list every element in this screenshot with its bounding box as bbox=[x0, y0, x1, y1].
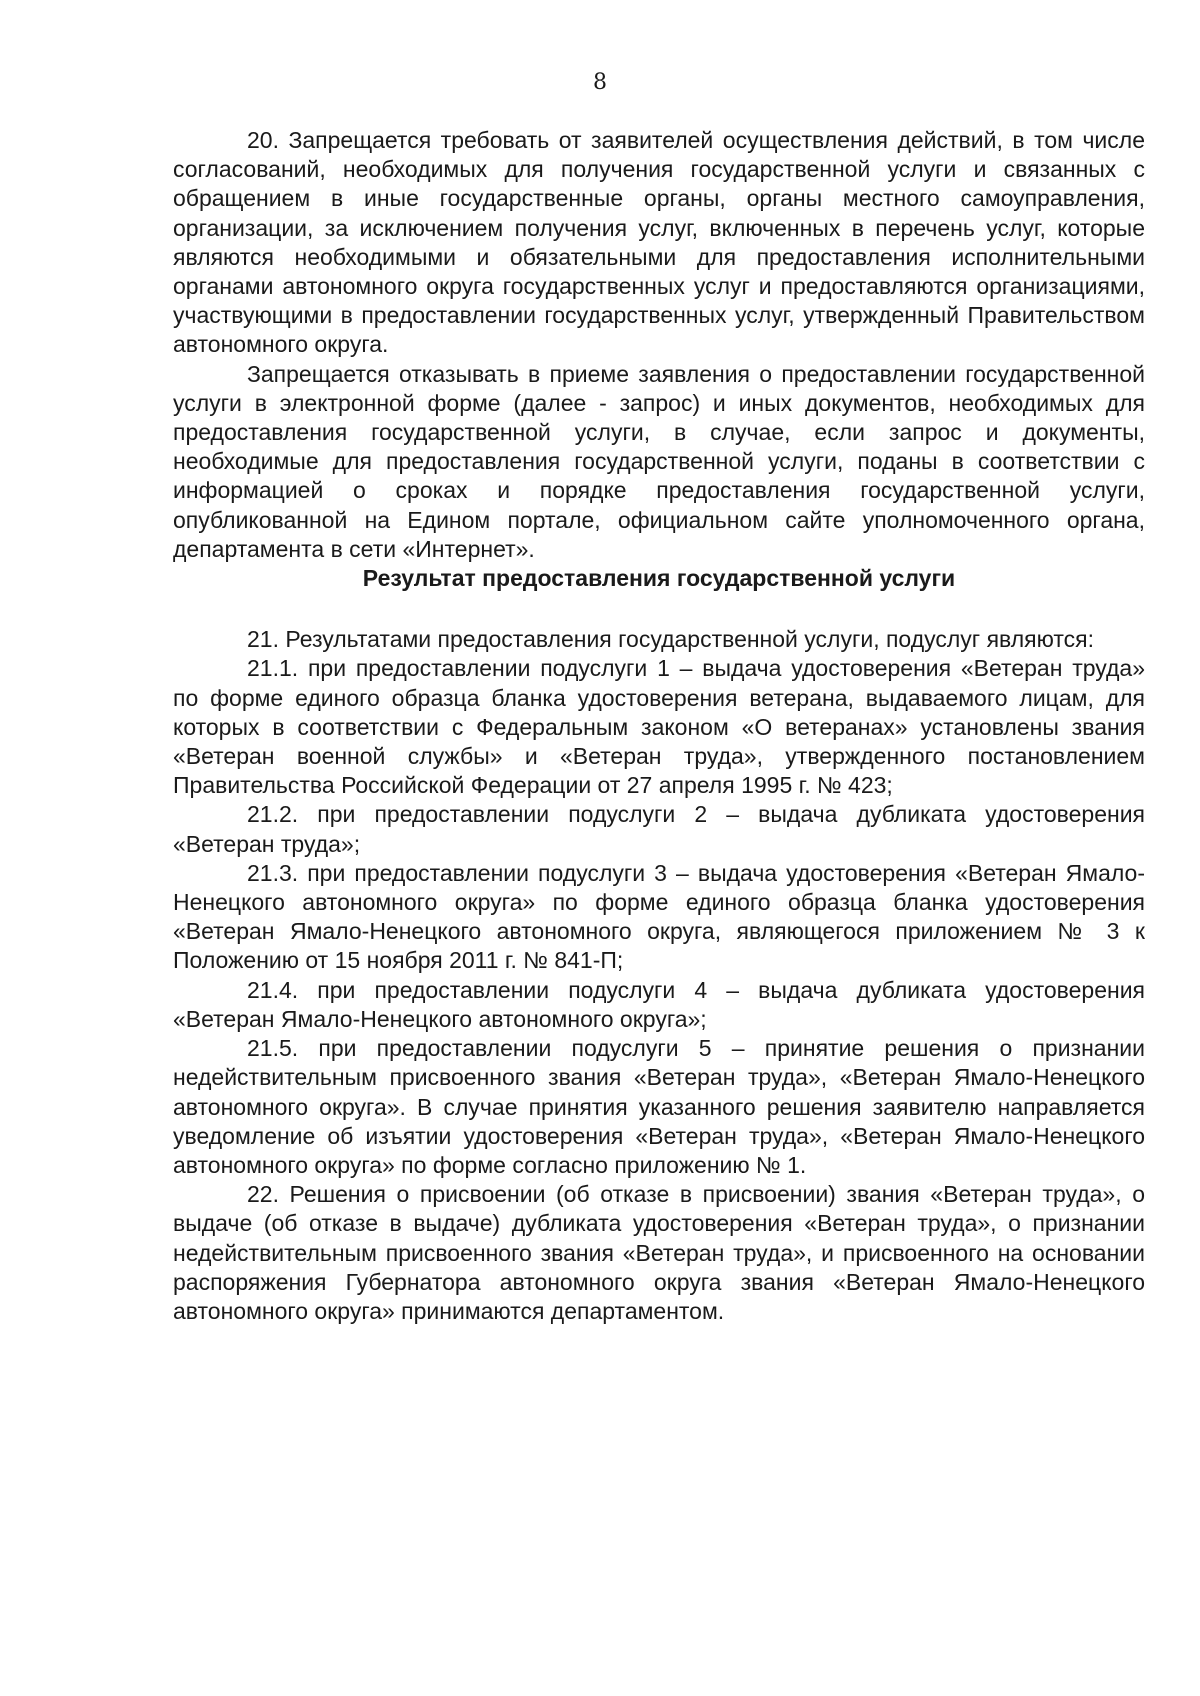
paragraph-20: 20. Запрещается требовать от заявителей осуществления действий, в том числе согласований, необходимых для получения государственной услуги и связанных с обращением в иные государственные органы, органы местного самоуправления, организации, за исключением получения услуг, включенных в перечень услуг, которые являются необходимыми и обязательными для предоставления исполнительными органами автономного округа государственных услуг и предоставляются организациями, участвующими в предоставлении государственных услуг, утвержденный Правительством автономного округа. bbox=[173, 127, 1145, 358]
paragraph-20-refusal: Запрещается отказывать в приеме заявления о предоставлении государственной услуги в электронной форме (далее - запрос) и иных документов, необходимых для предоставления государственной услуги, в случае, если запрос и документы, необходимые для предоставления государственной услуги, поданы в соответствии с информацией о сроках и порядке предоставления государственной услуги, опубликованной на Едином портале, официальном сайте уполномоченного органа, департамента в сети «Интернет». bbox=[173, 360, 1145, 562]
paragraph-21-1: 21.1. при предоставлении подуслуги 1 – выдача удостоверения «Ветеран труда» по форме единого образца бланка удостоверения ветерана, выдаваемого лицам, для которых в соответствии с Федеральным законом «О ветеранах» установлены звания «Ветеран военной службы» и «Ветеран труда», утвержденного постановлением Правительства Российской Федерации от 27 апреля 1995 г. № 423; bbox=[173, 655, 1145, 799]
page-number: 8 bbox=[593, 70, 607, 95]
paragraph-21-2: 21.2. при предоставлении подуслуги 2 – выдача дубликата удостоверения «Ветеран труда»; bbox=[173, 801, 1145, 857]
section-heading: Результат предоставления государственной услуги bbox=[362, 565, 956, 592]
document-body bbox=[173, 126, 1145, 1326]
paragraph-22: 22. Решения о присвоении (об отказе в присвоении) звания «Ветеран труда», о выдаче (об отказе в выдаче) дубликата удостоверения «Ветеран труда», о признании недействительным присвоенного звания «Ветеран труда», и присвоенного на основании распоряжения Губернатора автономного округа звания «Ветеран Ямало-Ненецкого автономного округа» принимаются департаментом. bbox=[173, 1181, 1145, 1324]
paragraph-21-4: 21.4. при предоставлении подуслуги 4 – выдача дубликата удостоверения «Ветеран Ямало-Ненецкого автономного округа»; bbox=[173, 976, 1145, 1032]
paragraph-21-5: 21.5. при предоставлении подуслуги 5 – принятие решения о признании недействительным присвоенного звания «Ветеран труда», «Ветеран Ямало-Ненецкого автономного округа». В случае принятия указанного решения заявителю направляется уведомление об изъятии удостоверения «Ветеран труда», «Ветеран Ямало-Ненецкого автономного округа» по форме согласно приложению № 1. bbox=[173, 1035, 1145, 1178]
paragraph-21-3: 21.3. при предоставлении подуслуги 3 – выдача удостоверения «Ветеран Ямало-Ненецкого автономного округа» по форме единого образца бланка удостоверения «Ветеран Ямало-Ненецкого автономного округа, являющегося приложением № 3 к Положению от 15 ноября 2011 г. № 841-П; bbox=[173, 859, 1145, 974]
paragraph-21: 21. Результатами предоставления государственной услуги, подуслуг являются: bbox=[247, 626, 1094, 653]
